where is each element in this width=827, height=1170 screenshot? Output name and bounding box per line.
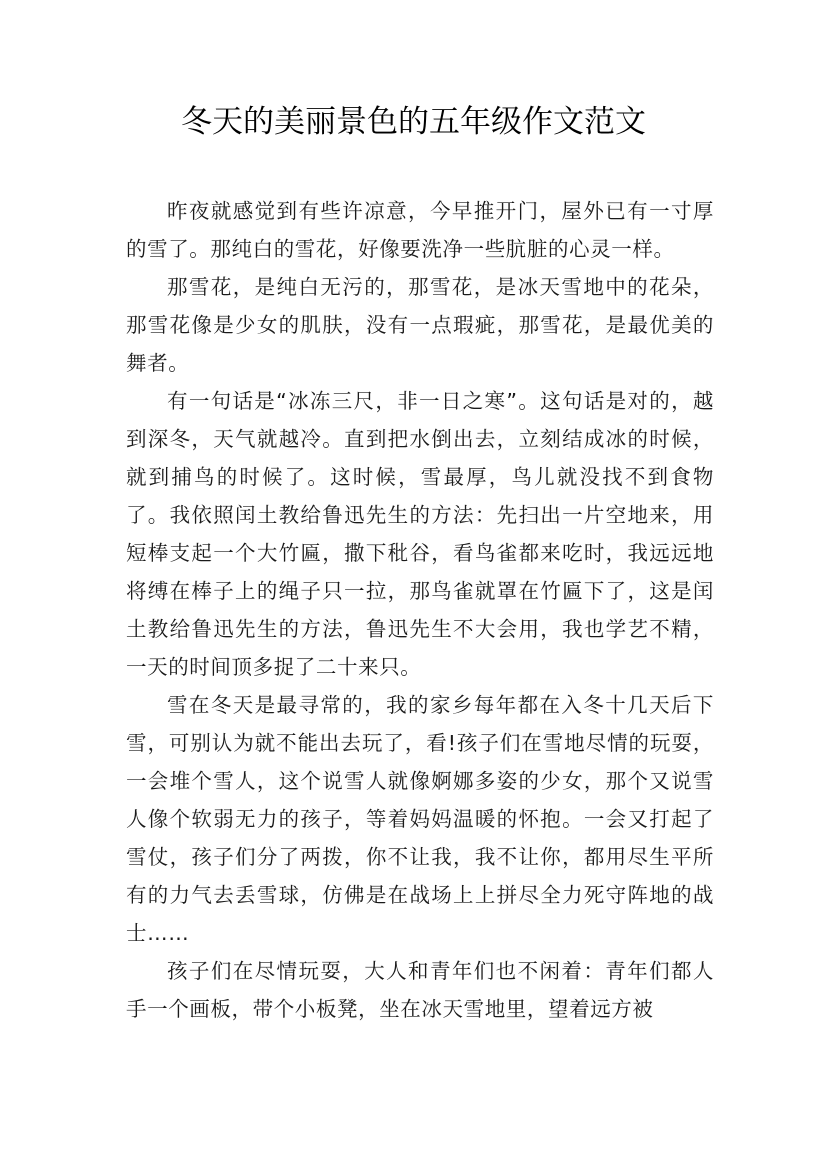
paragraph: 那雪花，是纯白无污的，那雪花，是冰天雪地中的花朵，那雪花像是少女的肌肤，没有一点瑕疵，那雪花，是最优美的舞者。 bbox=[126, 275, 714, 375]
document-title: 冬天的美丽景色的五年级作文范文 bbox=[181, 104, 646, 140]
paragraph: 昨夜就感觉到有些许凉意，今早推开门，屋外已有一寸厚的雪了。那纯白的雪花，好像要洗净一些肮脏的心灵一样。 bbox=[126, 199, 714, 261]
paragraph: 孩子们在尽情玩耍，大人和青年们也不闲着：青年们都人手一个画板，带个小板凳，坐在冰天雪地里，望着远方被 bbox=[126, 959, 714, 1021]
document-body bbox=[126, 192, 714, 1028]
paragraph: 有一句话是“冰冻三尺，非一日之寒”。这句话是对的，越到深冬，天气就越冷。直到把水倒出去，立刻结成冰的时候，就到捕鸟的时候了。这时候，雪最厚，鸟儿就没找不到食物了。我依照闰土教给鲁迅先生的方法：先扫出一片空地来，用短棒支起一个大竹匾，撒下秕谷，看鸟雀都来吃时，我远远地将缚在棒子上的绳子只一拉，那鸟雀就罩在竹匾下了，这是闰土教给鲁迅先生的方法，鲁迅先生不大会用，我也学艺不精，一天的时间顶多捉了二十来只。 bbox=[126, 389, 714, 679]
paragraph: 雪在冬天是最寻常的，我的家乡每年都在入冬十几天后下雪，可别认为就不能出去玩了，看!孩子们在雪地尽情的玩耍，一会堆个雪人，这个说雪人就像婀娜多姿的少女，那个又说雪人像个软弱无力的孩子，等着妈妈温暖的怀抱。一会又打起了雪仗，孩子们分了两拨，你不让我，我不让你，都用尽生平所有的力气去丢雪球，仿佛是在战场上上拼尽全力死守阵地的战士…… bbox=[126, 693, 714, 945]
